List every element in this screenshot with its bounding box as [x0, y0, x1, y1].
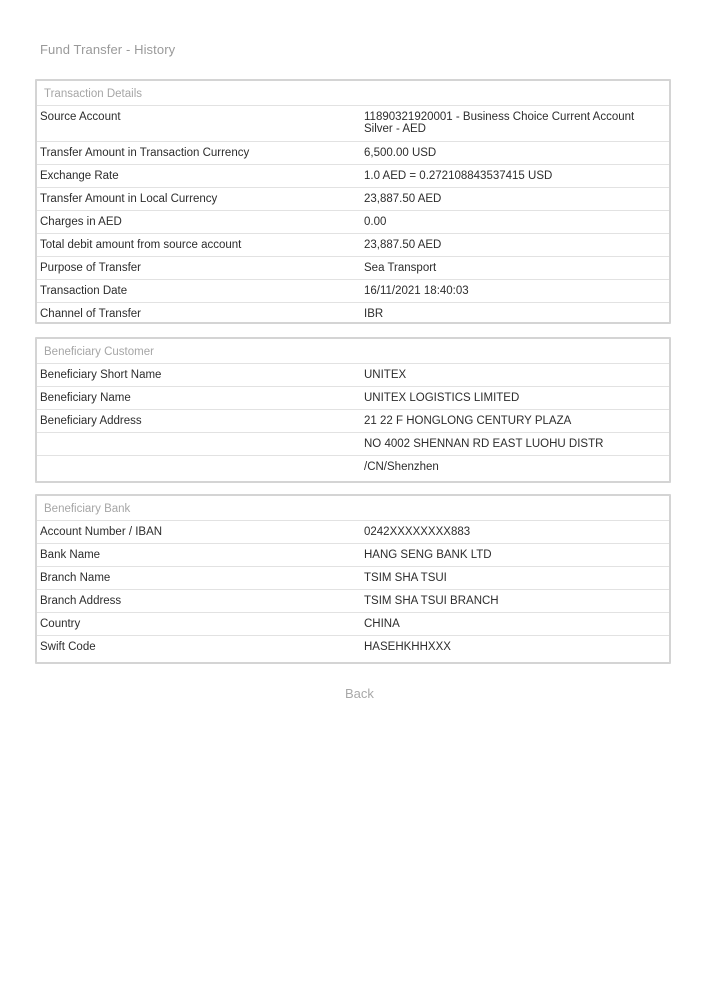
row-label: Exchange Rate: [40, 170, 119, 182]
detail-row-charges: [37, 210, 669, 233]
row-value: 0.00: [364, 216, 387, 228]
detail-row-exchange-rate: [37, 164, 669, 187]
row-label: [37, 433, 364, 455]
row-label: Total debit amount from source account: [40, 239, 242, 251]
panel-header: Transaction Details: [44, 88, 143, 100]
detail-row-beneficiary-name: [37, 386, 669, 409]
row-value: CHINA: [364, 618, 400, 630]
detail-row-channel: [37, 302, 669, 325]
row-label: Transaction Date: [40, 285, 128, 297]
row-value: 23,887.50 AED: [364, 239, 442, 251]
panel-header: Beneficiary Bank: [44, 503, 131, 515]
row-value: IBR: [364, 308, 384, 320]
detail-row-transaction-date: [37, 279, 669, 302]
row-value: 6,500.00 USD: [364, 147, 437, 159]
detail-row-source-account: [37, 105, 669, 141]
row-value: UNITEX: [364, 369, 407, 381]
row-label: Beneficiary Short Name: [40, 369, 162, 381]
row-label: Charges in AED: [40, 216, 122, 228]
row-label: Source Account: [40, 111, 121, 123]
row-label: Country: [40, 618, 81, 630]
row-label: Purpose of Transfer: [40, 262, 141, 274]
row-value: TSIM SHA TSUI: [364, 572, 447, 584]
row-value: 21 22 F HONGLONG CENTURY PLAZA: [364, 415, 572, 427]
row-label: [37, 456, 364, 478]
detail-row-branch-address: [37, 589, 669, 612]
detail-row-transfer-amount-local: [37, 187, 669, 210]
page-title: Fund Transfer - History: [40, 42, 176, 57]
detail-row-bank-name: [37, 543, 669, 566]
back-button[interactable]: Back: [345, 686, 374, 701]
row-value: TSIM SHA TSUI BRANCH: [364, 595, 499, 607]
row-label: Swift Code: [40, 641, 96, 653]
detail-row-address-line-1: [37, 409, 669, 432]
row-value: 0242XXXXXXXX883: [364, 526, 471, 538]
row-label: Account Number / IBAN: [40, 526, 163, 538]
row-value: 1.0 AED = 0.272108843537415 USD: [364, 170, 553, 182]
row-value: Sea Transport: [364, 262, 437, 274]
row-label: Transfer Amount in Local Currency: [40, 193, 218, 205]
detail-row-transfer-amount-transaction: [37, 141, 669, 164]
detail-row-short-name: [37, 363, 669, 386]
detail-row-account-number: [37, 520, 669, 543]
detail-row-address-line-2: [37, 432, 669, 455]
row-value: /CN/Shenzhen: [364, 461, 439, 473]
detail-row-address-line-3: [37, 455, 669, 478]
row-label: Bank Name: [40, 549, 101, 561]
row-label: Beneficiary Address: [40, 415, 142, 427]
beneficiary-customer-panel: [35, 337, 671, 483]
row-value: HANG SENG BANK LTD: [364, 549, 492, 561]
panel-header: Beneficiary Customer: [44, 346, 154, 358]
row-label: Branch Address: [40, 595, 122, 607]
row-value: 23,887.50 AED: [364, 193, 442, 205]
row-value: NO 4002 SHENNAN RD EAST LUOHU DISTR: [364, 438, 604, 450]
detail-row-country: [37, 612, 669, 635]
row-label: Transfer Amount in Transaction Currency: [40, 147, 250, 159]
beneficiary-bank-panel: [35, 494, 671, 664]
row-value: 16/11/2021 18:40:03: [364, 285, 469, 297]
row-value: HASEHKHHXXX: [364, 641, 451, 653]
detail-row-swift-code: [37, 635, 669, 658]
row-value: UNITEX LOGISTICS LIMITED: [364, 392, 520, 404]
detail-row-total-debit: [37, 233, 669, 256]
detail-row-purpose: [37, 256, 669, 279]
row-value: 11890321920001 - Business Choice Current Account Silver - AED: [364, 111, 635, 135]
transaction-details-panel: [35, 79, 671, 324]
detail-row-branch-name: [37, 566, 669, 589]
row-label: Branch Name: [40, 572, 111, 584]
row-label: Beneficiary Name: [40, 392, 131, 404]
row-label: Channel of Transfer: [40, 308, 142, 320]
